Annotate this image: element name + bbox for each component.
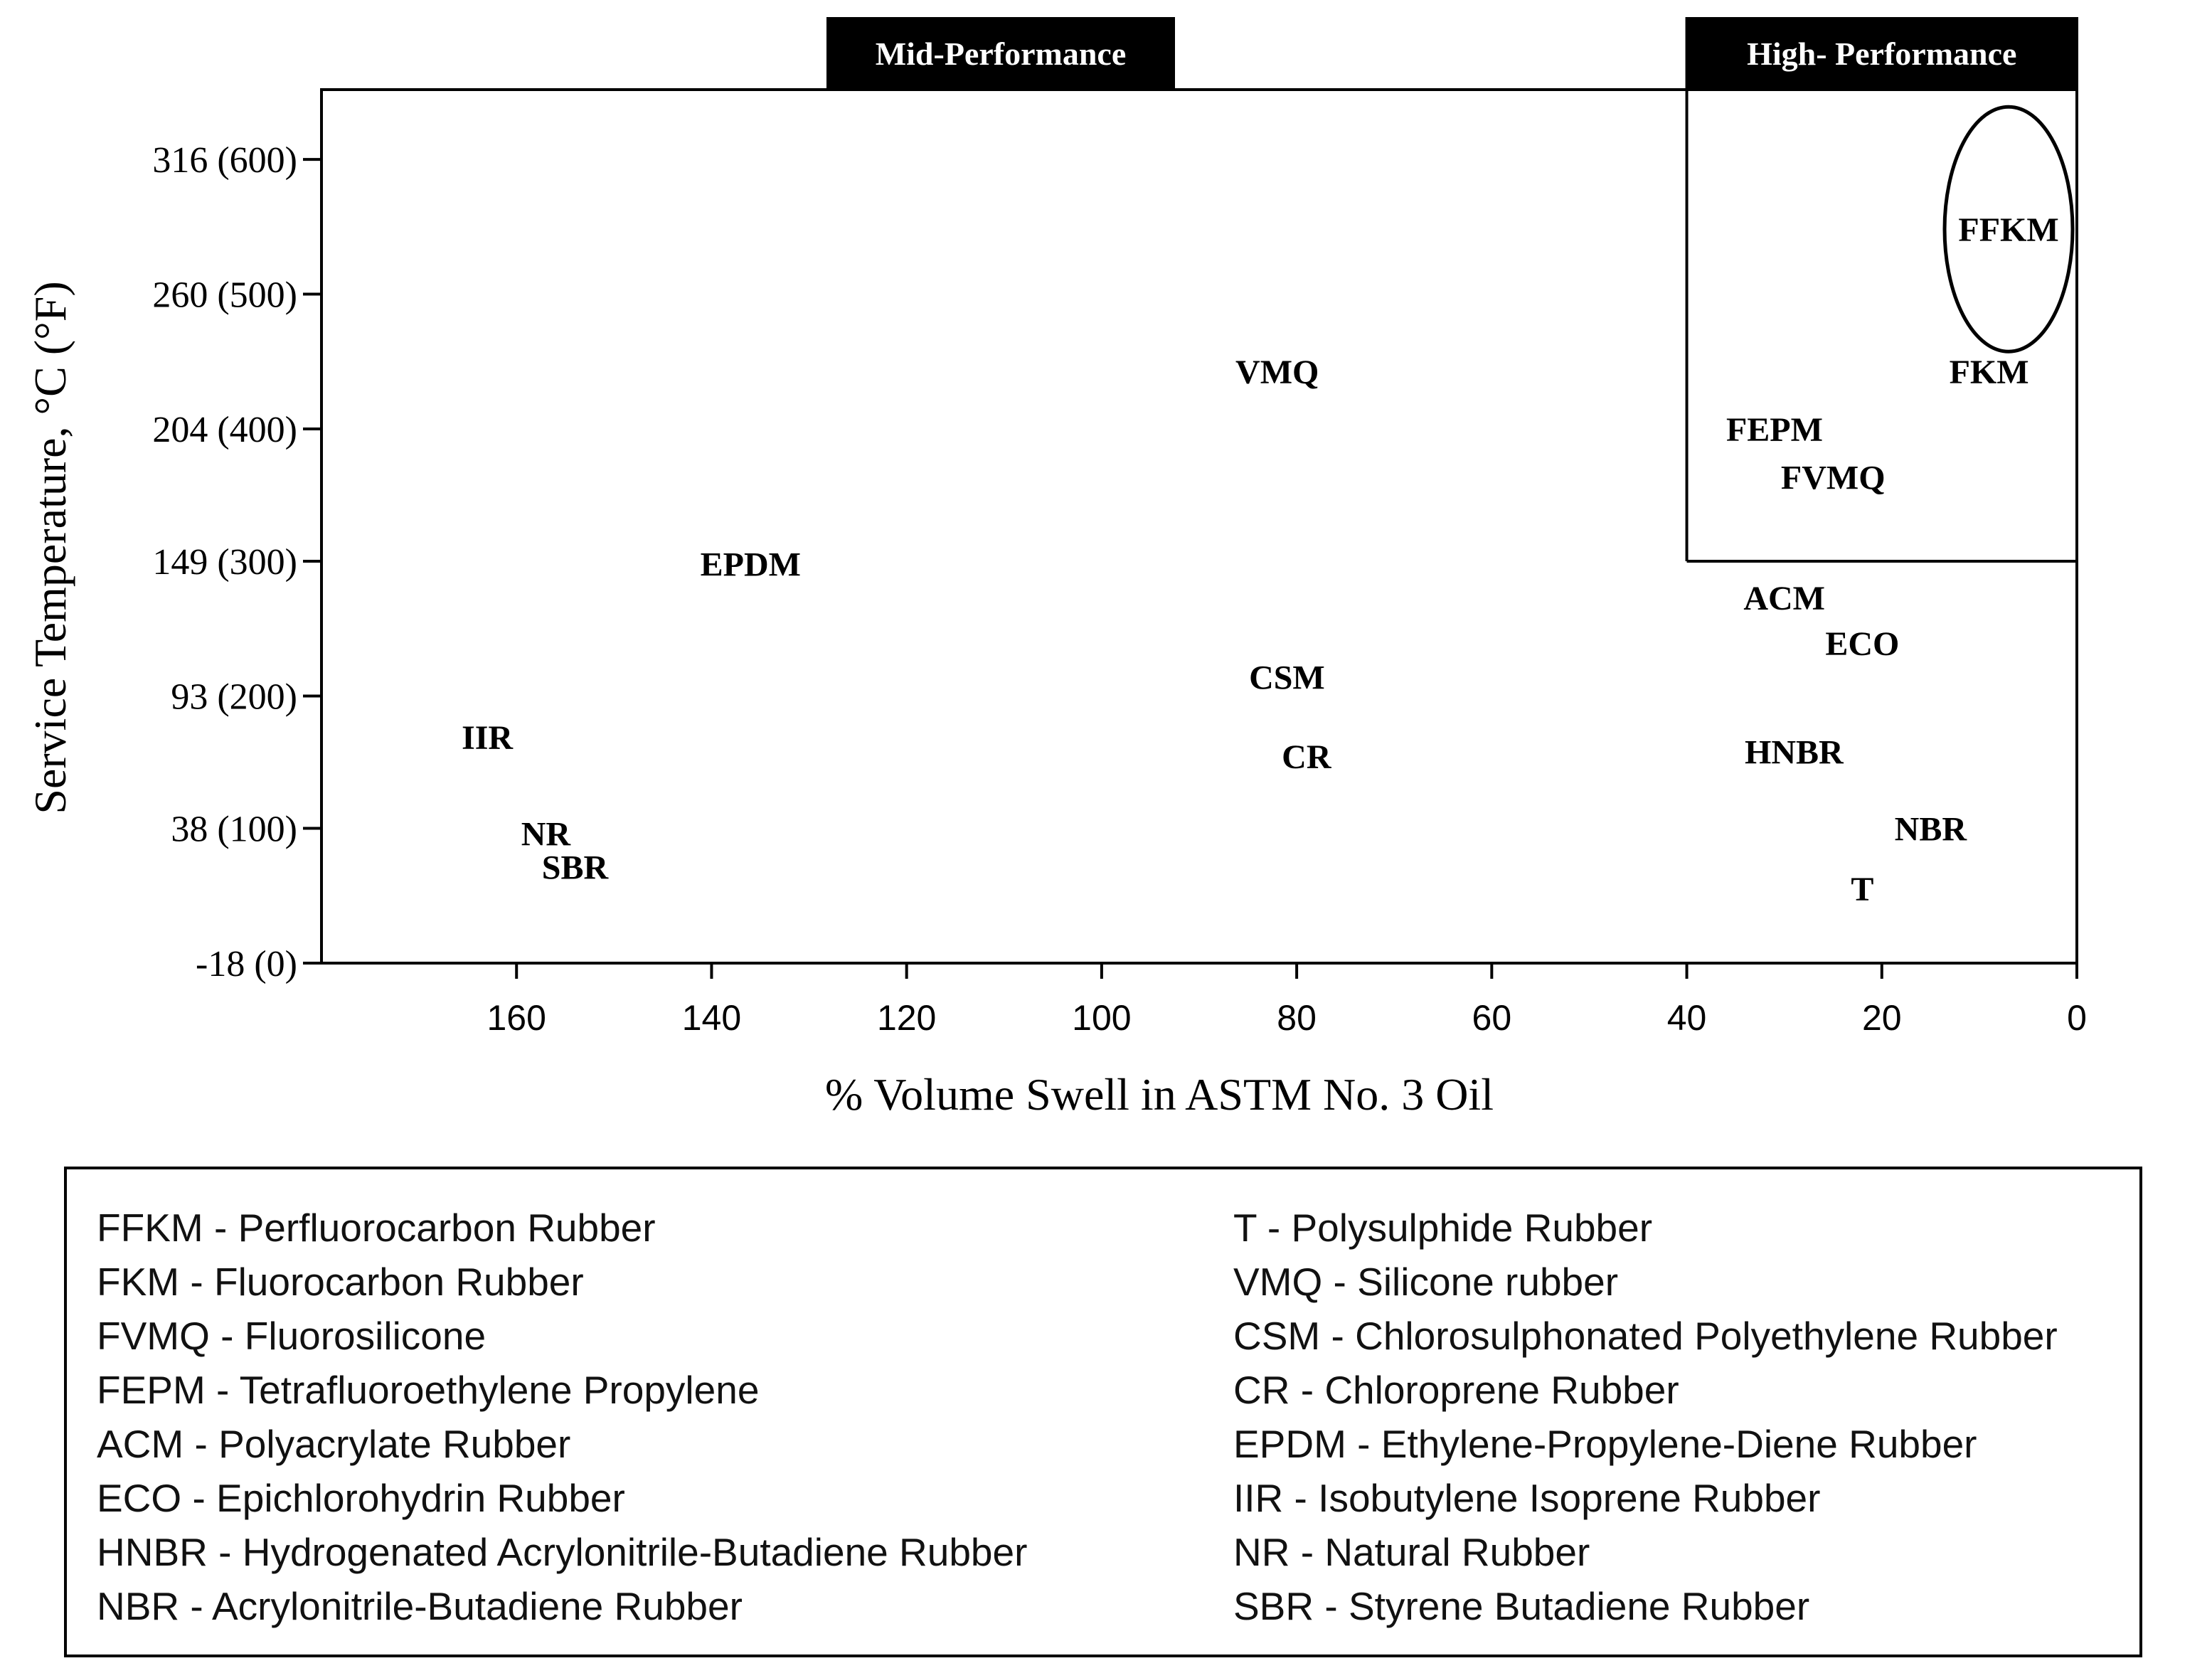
legend-item: SBR - Styrene Butadiene Rubber [1233,1584,1810,1628]
x-axis-title: % Volume Swell in ASTM No. 3 Oil [825,1069,1494,1120]
point-label-fkm: FKM [1949,353,2029,391]
legend-item: FFKM - Perfluorocarbon Rubber [97,1206,656,1250]
y-tick-label: -18 (0) [196,944,297,984]
x-tick-label: 60 [1472,998,1512,1038]
mid-performance-label: Mid-Performance [875,36,1127,72]
legend-item: ECO - Epichlorohydrin Rubber [97,1476,625,1520]
y-tick-label: 316 (600) [152,140,297,181]
point-label-ffkm: FFKM [1958,211,2059,250]
y-axis-title: Service Temperature, °C (°F) [25,281,75,814]
x-tick-label: 80 [1277,998,1317,1038]
legend-item: EPDM - Ethylene-Propylene-Diene Rubber [1233,1422,1977,1466]
x-axis [487,963,2087,1038]
legend-column-right [1233,1201,2058,1633]
point-label-vmq: VMQ [1235,353,1319,391]
legend-item: NBR - Acrylonitrile-Butadiene Rubber [97,1584,743,1628]
point-label-iir: IIR [462,719,514,758]
legend [64,1167,2142,1657]
point-label-t: T [1851,871,1874,909]
legend-item: CR - Chloroprene Rubber [1233,1368,1679,1412]
legend-item: CSM - Chlorosulphonated Polyethylene Rubber [1233,1314,2058,1358]
point-label-acm: ACM [1743,579,1825,617]
legend-item: IIR - Isobutylene Isoprene Rubber [1233,1476,1821,1520]
x-tick-label: 20 [1861,998,1902,1038]
y-tick-label: 38 (100) [171,809,297,850]
point-label-nr: NR [521,815,571,854]
x-tick-label: 0 [2067,998,2087,1038]
legend-item: ACM - Polyacrylate Rubber [97,1422,571,1466]
legend-item: FKM - Fluorocarbon Rubber [97,1260,584,1304]
point-label-eco: ECO [1825,625,1900,664]
legend-item: VMQ - Silicone rubber [1233,1260,1619,1304]
x-tick-label: 140 [681,998,742,1038]
point-label-csm: CSM [1249,659,1325,697]
y-tick-label: 93 (200) [171,676,297,718]
y-axis [152,140,321,984]
point-label-fepm: FEPM [1726,410,1823,449]
legend-item: NR - Natural Rubber [1233,1530,1590,1574]
plot-frame [321,90,2077,963]
legend-column-left [97,1201,1027,1633]
point-label-nbr: NBR [1894,810,1967,849]
data-labels [462,107,2073,908]
point-label-cr: CR [1282,738,1331,777]
x-tick-label: 120 [876,998,937,1038]
x-tick-label: 100 [1072,998,1132,1038]
point-label-epdm: EPDM [700,546,801,584]
point-label-sbr: SBR [541,849,609,887]
high-performance-label: High- Performance [1747,36,2017,72]
legend-item: T - Polysulphide Rubber [1233,1206,1653,1250]
y-tick-label: 149 (300) [152,542,297,583]
performance-regions [826,17,2078,561]
x-tick-label: 40 [1666,998,1707,1038]
y-tick-label: 260 (500) [152,275,297,316]
legend-item: HNBR - Hydrogenated Acrylonitrile-Butadiene Rubber [97,1530,1028,1574]
y-tick-label: 204 (400) [152,409,297,450]
x-tick-label: 160 [486,998,546,1038]
point-label-hnbr: HNBR [1745,733,1844,772]
legend-item: FVMQ - Fluorosilicone [97,1314,486,1358]
point-label-fvmq: FVMQ [1780,459,1886,497]
legend-item: FEPM - Tetrafluoroethylene Propylene [97,1368,760,1412]
